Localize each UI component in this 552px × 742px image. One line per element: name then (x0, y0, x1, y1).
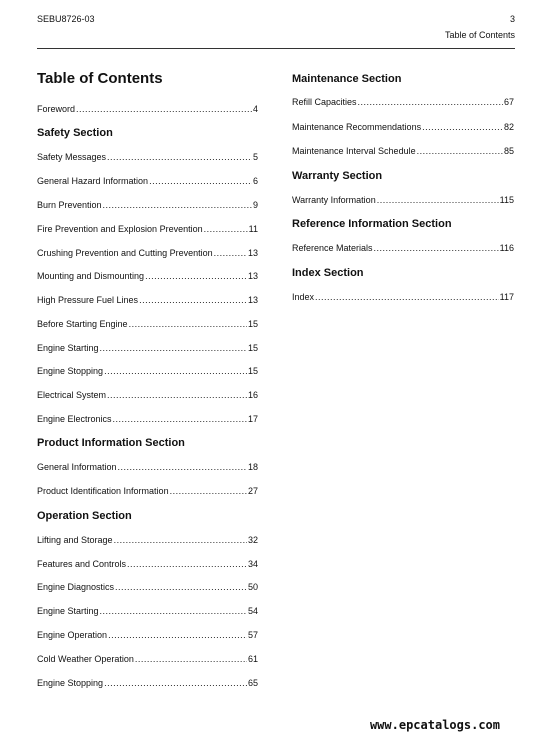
toc-entry[interactable] (37, 535, 258, 545)
entry-title: Engine Diagnostics (37, 582, 115, 592)
dot-leader (100, 606, 247, 616)
section-heading-index: Index Section (292, 267, 364, 279)
dot-leader (108, 630, 247, 640)
section-heading-reference-information: Reference Information Section (292, 218, 452, 230)
entry-title: Cold Weather Operation (37, 654, 134, 664)
watermark-url: www.epcatalogs.com (369, 718, 500, 732)
toc-entry[interactable] (292, 146, 514, 156)
dot-leader (107, 152, 252, 162)
entry-page: 85 (503, 146, 514, 156)
entry-title: Maintenance Recommendations (292, 122, 422, 132)
entry-title: Refill Capacities (292, 97, 357, 107)
toc-entry[interactable] (37, 414, 258, 424)
toc-entry[interactable] (292, 97, 514, 107)
dot-leader (104, 678, 247, 688)
entry-page: 54 (247, 606, 258, 616)
entry-title: Fire Prevention and Explosion Prevention (37, 224, 203, 234)
dot-leader (129, 319, 247, 329)
page-number: 3 (509, 14, 515, 24)
entry-title: Engine Stopping (37, 366, 104, 376)
entry-page: 13 (247, 248, 258, 258)
entry-page: 15 (247, 366, 258, 376)
section-heading-product-information: Product Information Section (37, 437, 185, 449)
toc-entry[interactable] (37, 224, 258, 234)
dot-leader (204, 224, 248, 234)
entry-page: 117 (499, 292, 514, 302)
toc-entry[interactable] (37, 200, 258, 210)
entry-page: 57 (247, 630, 258, 640)
dot-leader (127, 559, 247, 569)
entry-page: 65 (247, 678, 258, 688)
dot-leader (422, 122, 503, 132)
entry-title: Product Identification Information (37, 486, 169, 496)
toc-entry[interactable] (292, 243, 514, 253)
entry-page: 16 (247, 390, 258, 400)
dot-leader (118, 462, 247, 472)
entry-page: 116 (499, 243, 514, 253)
entry-page: 18 (247, 462, 258, 472)
dot-leader (170, 486, 247, 496)
section-heading-maintenance: Maintenance Section (292, 73, 402, 85)
entry-title: Before Starting Engine (37, 319, 128, 329)
toc-entry[interactable] (37, 582, 258, 592)
dot-leader (374, 243, 499, 253)
entry-title: General Information (37, 462, 117, 472)
entry-title: Lifting and Storage (37, 535, 113, 545)
entry-title: Engine Operation (37, 630, 108, 640)
entry-title: Warranty Information (292, 195, 376, 205)
toc-entry-foreword[interactable] (37, 104, 258, 114)
toc-entry[interactable] (37, 462, 258, 472)
dot-leader (100, 343, 247, 353)
entry-title: Burn Prevention (37, 200, 102, 210)
section-heading-warranty: Warranty Section (292, 170, 383, 182)
toc-entry[interactable] (37, 319, 258, 329)
dot-leader (107, 390, 247, 400)
entry-title: Maintenance Interval Schedule (292, 146, 416, 156)
toc-entry[interactable] (37, 654, 258, 664)
toc-title: Table of Contents (37, 70, 163, 87)
dot-leader (114, 535, 247, 545)
entry-title: Safety Messages (37, 152, 107, 162)
entry-page: 50 (247, 582, 258, 592)
entry-page: 115 (499, 195, 514, 205)
dot-leader (358, 97, 503, 107)
toc-entry[interactable] (292, 292, 514, 302)
toc-entry[interactable] (37, 390, 258, 400)
toc-entry[interactable] (37, 176, 258, 186)
toc-entry[interactable] (292, 122, 514, 132)
toc-entry[interactable] (37, 486, 258, 496)
section-heading-safety: Safety Section (37, 127, 113, 139)
toc-entry[interactable] (37, 295, 258, 305)
dot-leader (115, 582, 247, 592)
entry-page: 6 (252, 176, 258, 186)
toc-entry[interactable] (292, 195, 514, 205)
entry-title: Index (292, 292, 315, 302)
header-rule (37, 48, 515, 49)
entry-title: Engine Electronics (37, 414, 112, 424)
dot-leader (377, 195, 499, 205)
entry-page: 15 (247, 319, 258, 329)
entry-page: 13 (247, 295, 258, 305)
entry-page: 32 (247, 535, 258, 545)
section-heading-operation: Operation Section (37, 510, 132, 522)
entry-page: 13 (247, 271, 258, 281)
entry-title: General Hazard Information (37, 176, 149, 186)
page-header-doc-id: SEBU8726-03 (37, 14, 95, 24)
dot-leader (145, 271, 247, 281)
entry-title: Reference Materials (292, 243, 373, 253)
dot-leader (139, 295, 247, 305)
toc-entry[interactable] (37, 559, 258, 569)
entry-title: Crushing Prevention and Cutting Prevention (37, 248, 213, 258)
toc-entry[interactable] (37, 152, 258, 162)
entry-title: Features and Controls (37, 559, 127, 569)
entry-title: High Pressure Fuel Lines (37, 295, 139, 305)
entry-page: 5 (252, 152, 258, 162)
toc-entry[interactable] (37, 271, 258, 281)
entry-title: Electrical System (37, 390, 107, 400)
entry-title: Mounting and Dismounting (37, 271, 145, 281)
dot-leader (214, 248, 247, 258)
entry-title: Foreword (37, 104, 76, 114)
dot-leader (135, 654, 247, 664)
entry-page: 9 (252, 200, 258, 210)
entry-page: 15 (247, 343, 258, 353)
entry-page: 34 (247, 559, 258, 569)
toc-entry[interactable] (37, 606, 258, 616)
toc-entry[interactable] (37, 248, 258, 258)
entry-title: Engine Starting (37, 343, 99, 353)
toc-entry[interactable] (37, 343, 258, 353)
dot-leader (149, 176, 252, 186)
running-title: Table of Contents (444, 30, 515, 40)
dot-leader (417, 146, 503, 156)
toc-entry[interactable] (37, 630, 258, 640)
dot-leader (113, 414, 247, 424)
entry-title: Engine Starting (37, 606, 99, 616)
toc-entry[interactable] (37, 366, 258, 376)
entry-page: 11 (248, 224, 258, 234)
dot-leader (76, 104, 252, 114)
entry-page: 67 (503, 97, 514, 107)
entry-title: Engine Stopping (37, 678, 104, 688)
entry-page: 17 (247, 414, 258, 424)
dot-leader (103, 200, 252, 210)
entry-page: 82 (503, 122, 514, 132)
dot-leader (104, 366, 247, 376)
entry-page: 4 (252, 104, 258, 114)
entry-page: 27 (247, 486, 258, 496)
dot-leader (315, 292, 499, 302)
toc-entry[interactable] (37, 678, 258, 688)
entry-page: 61 (247, 654, 258, 664)
